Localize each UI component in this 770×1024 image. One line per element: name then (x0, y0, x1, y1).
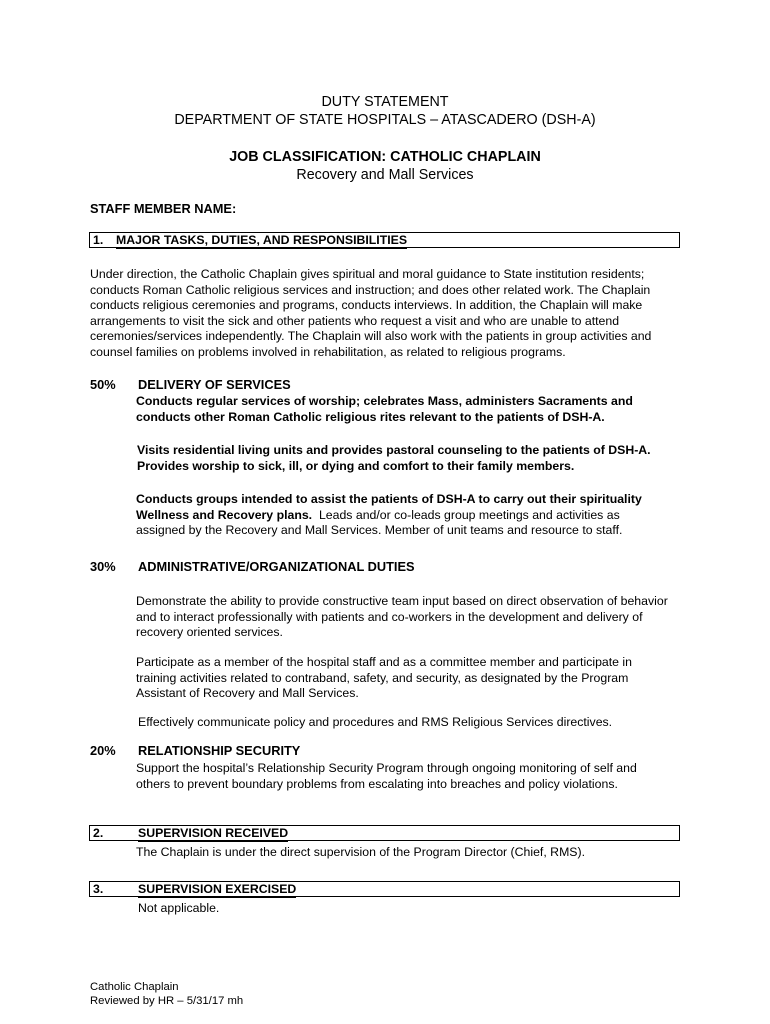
section-title: MAJOR TASKS, DUTIES, AND RESPONSIBILITIES (116, 233, 408, 247)
intro-line: conducts Roman Catholic religious services and instruction; and does other related work. The Chaplain (90, 282, 651, 297)
duty-line: Provides worship to sick, ill, or dying and comfort to their family members. (137, 458, 575, 473)
section-3-text: Not applicable. (138, 901, 220, 915)
duty-line: recovery oriented services. (136, 625, 283, 640)
intro-line: ceremonies/services independently. The Chaplain will also work with the patients in group activities and (90, 329, 652, 344)
duty-percent: 20% (90, 743, 116, 758)
duty-percent: 50% (90, 377, 116, 392)
section-2-header (89, 825, 680, 841)
duty-text: Leads and/or co-leads group meetings and activities as (312, 507, 620, 522)
duty-line: Assistant of Recovery and Mall Services. (136, 686, 359, 701)
section-1-intro (90, 267, 690, 361)
intro-line: Under direction, the Catholic Chaplain gives spiritual and moral guidance to State institution residents; (90, 267, 645, 281)
duty-title: DELIVERY OF SERVICES (138, 377, 291, 392)
duty-paragraph: Effectively communicate policy and procedures and RMS Religious Services directives. (138, 715, 613, 729)
duty-line: Conducts groups intended to assist the patients of DSH-A to carry out their spirituality (136, 492, 642, 506)
duty-line: training activities related to contraband, safety, and security, as designated by the Program (136, 670, 629, 685)
section-3-header (89, 881, 680, 897)
footer-line: Reviewed by HR – 5/31/17 mh (90, 995, 244, 1007)
duty-line: Conducts regular services of worship; celebrates Mass, administers Sacraments and (136, 394, 633, 408)
footer-line: Catholic Chaplain (90, 981, 179, 993)
section-title: SUPERVISION EXERCISED (138, 882, 297, 896)
duty-title: ADMINISTRATIVE/ORGANIZATIONAL DUTIES (138, 559, 415, 574)
section-number: 2. (93, 826, 104, 840)
duty-line: and to interact professionally with patients and co-workers in the development and delivery of (136, 609, 643, 624)
section-number: 1. (93, 233, 104, 247)
duty-paragraph (136, 655, 706, 702)
job-classification: JOB CLASSIFICATION: CATHOLIC CHAPLAIN (229, 149, 541, 165)
section-1-header (89, 232, 680, 248)
duty-bold-lead: Wellness and Recovery plans. (136, 507, 313, 522)
duty-paragraph (136, 594, 706, 641)
duty-line: Participate as a member of the hospital staff and as a committee member and participate in (136, 655, 633, 669)
intro-line: counsel families on problems involved in rehabilitation, as related to religious programs. (90, 344, 566, 359)
duty-line: Visits residential living units and provides pastoral counseling to the patients of DSH-A. (137, 443, 651, 457)
duty-line: assigned by the Recovery and Mall Services. Member of unit teams and resource to staff. (136, 523, 623, 538)
section-title: SUPERVISION RECEIVED (138, 826, 289, 840)
duty-line: conducts other Roman Catholic religious rites relevant to the patients of DSH-A. (136, 409, 605, 424)
department-title: DEPARTMENT OF STATE HOSPITALS – ATASCADERO (DSH-A) (174, 112, 596, 128)
duty-line: Demonstrate the ability to provide constructive team input based on direct observation of behavior (136, 594, 668, 608)
doc-title: DUTY STATEMENT (321, 94, 449, 110)
subtitle: Recovery and Mall Services (296, 167, 474, 183)
duty-title: RELATIONSHIP SECURITY (138, 743, 301, 758)
duty-line (136, 508, 696, 524)
intro-line: arrangements to visit the sick and other patients who request a visit and who are unable to attend (90, 313, 620, 328)
intro-line: conducts religious ceremonies and programs, conducts interviews. In addition, the Chaplain will make (90, 298, 643, 313)
duty-percent: 30% (90, 559, 116, 574)
duty-line: Support the hospital’s Relationship Security Program through ongoing monitoring of self and (136, 761, 637, 775)
section-2-text: The Chaplain is under the direct supervision of the Program Director (Chief, RMS). (136, 845, 586, 859)
duty-paragraph (136, 761, 706, 792)
duty-paragraph (137, 443, 697, 474)
duty-paragraph (136, 492, 696, 539)
staff-member-label: STAFF MEMBER NAME: (90, 201, 237, 216)
duty-paragraph (136, 394, 696, 425)
duty-line: others to prevent boundary problems from escalating into breaches and policy violations. (136, 776, 618, 791)
section-number: 3. (93, 882, 104, 896)
footer (90, 980, 243, 1008)
